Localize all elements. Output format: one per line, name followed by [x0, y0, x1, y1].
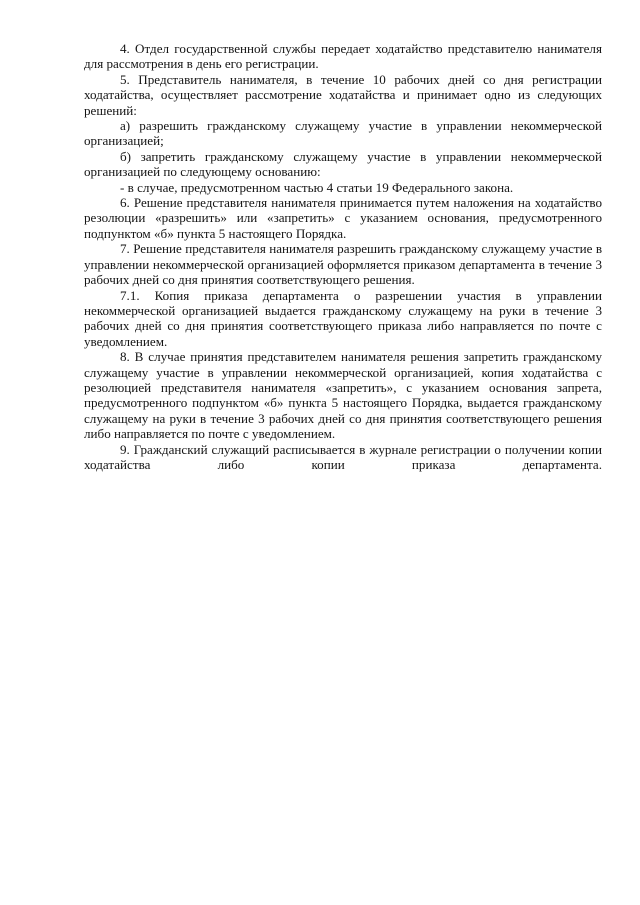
- paragraph-4: 4. Отдел государственной службы передает ходатайство представителю нанимателя для рассмотрения в день его регистрации.: [84, 41, 602, 72]
- paragraph-5a: а) разрешить гражданскому служащему участие в управлении некоммерческой организацией;: [84, 118, 602, 149]
- paragraph-9: 9. Гражданский служащий расписывается в журнале регистрации о получении копии ходатайства либо копии приказа департамента.: [84, 441, 602, 472]
- paragraph-5: 5. Представитель нанимателя, в течение 10 рабочих дней со дня регистрации ходатайства, осуществляет рассмотрение ходатайства и принимает одно из следующих решений:: [84, 71, 602, 118]
- paragraph-7: 7. Решение представителя нанимателя разрешить гражданскому служащему участие в управлении некоммерческой организацией оформляется приказом департамента в течение 3 рабочих дней со дня принятия соответствующего решения.: [84, 241, 602, 288]
- paragraph-5b: б) запретить гражданскому служащему участие в управлении некоммерческой организацией по следующему основанию:: [84, 148, 602, 180]
- paragraph-8: 8. В случае принятия представителем нанимателя решения запретить гражданскому служащему участие в управлении некоммерческой организацией, копия ходатайства с резолюцией представителя нанимателя «запретить», с указанием основания запрета, предусмотренного подпунктом «б» пункта 5 настоящего Порядка, выдается гражданскому служащему на руки в течение 3 рабочих дней со дня принятия соответствующего решения либо направляется по почте с уведомлением.: [84, 349, 602, 442]
- paragraph-5b-basis: - в случае, предусмотренном частью 4 статьи 19 Федерального закона.: [120, 179, 514, 195]
- document-body: [84, 41, 602, 472]
- paragraph-7-1: 7.1. Копия приказа департамента о разрешении участия в управлении некоммерческой организацией выдается гражданскому служащему на руки в течение 3 рабочих дней со дня принятия соответствующего приказа либо направляется по почте с уведомлением.: [84, 287, 602, 349]
- paragraph-6: 6. Решение представителя нанимателя принимается путем наложения на ходатайство резолюции «разрешить» или «запретить» с указанием основания, предусмотренного подпунктом «б» пункта 5 настоящего Порядка.: [84, 195, 602, 241]
